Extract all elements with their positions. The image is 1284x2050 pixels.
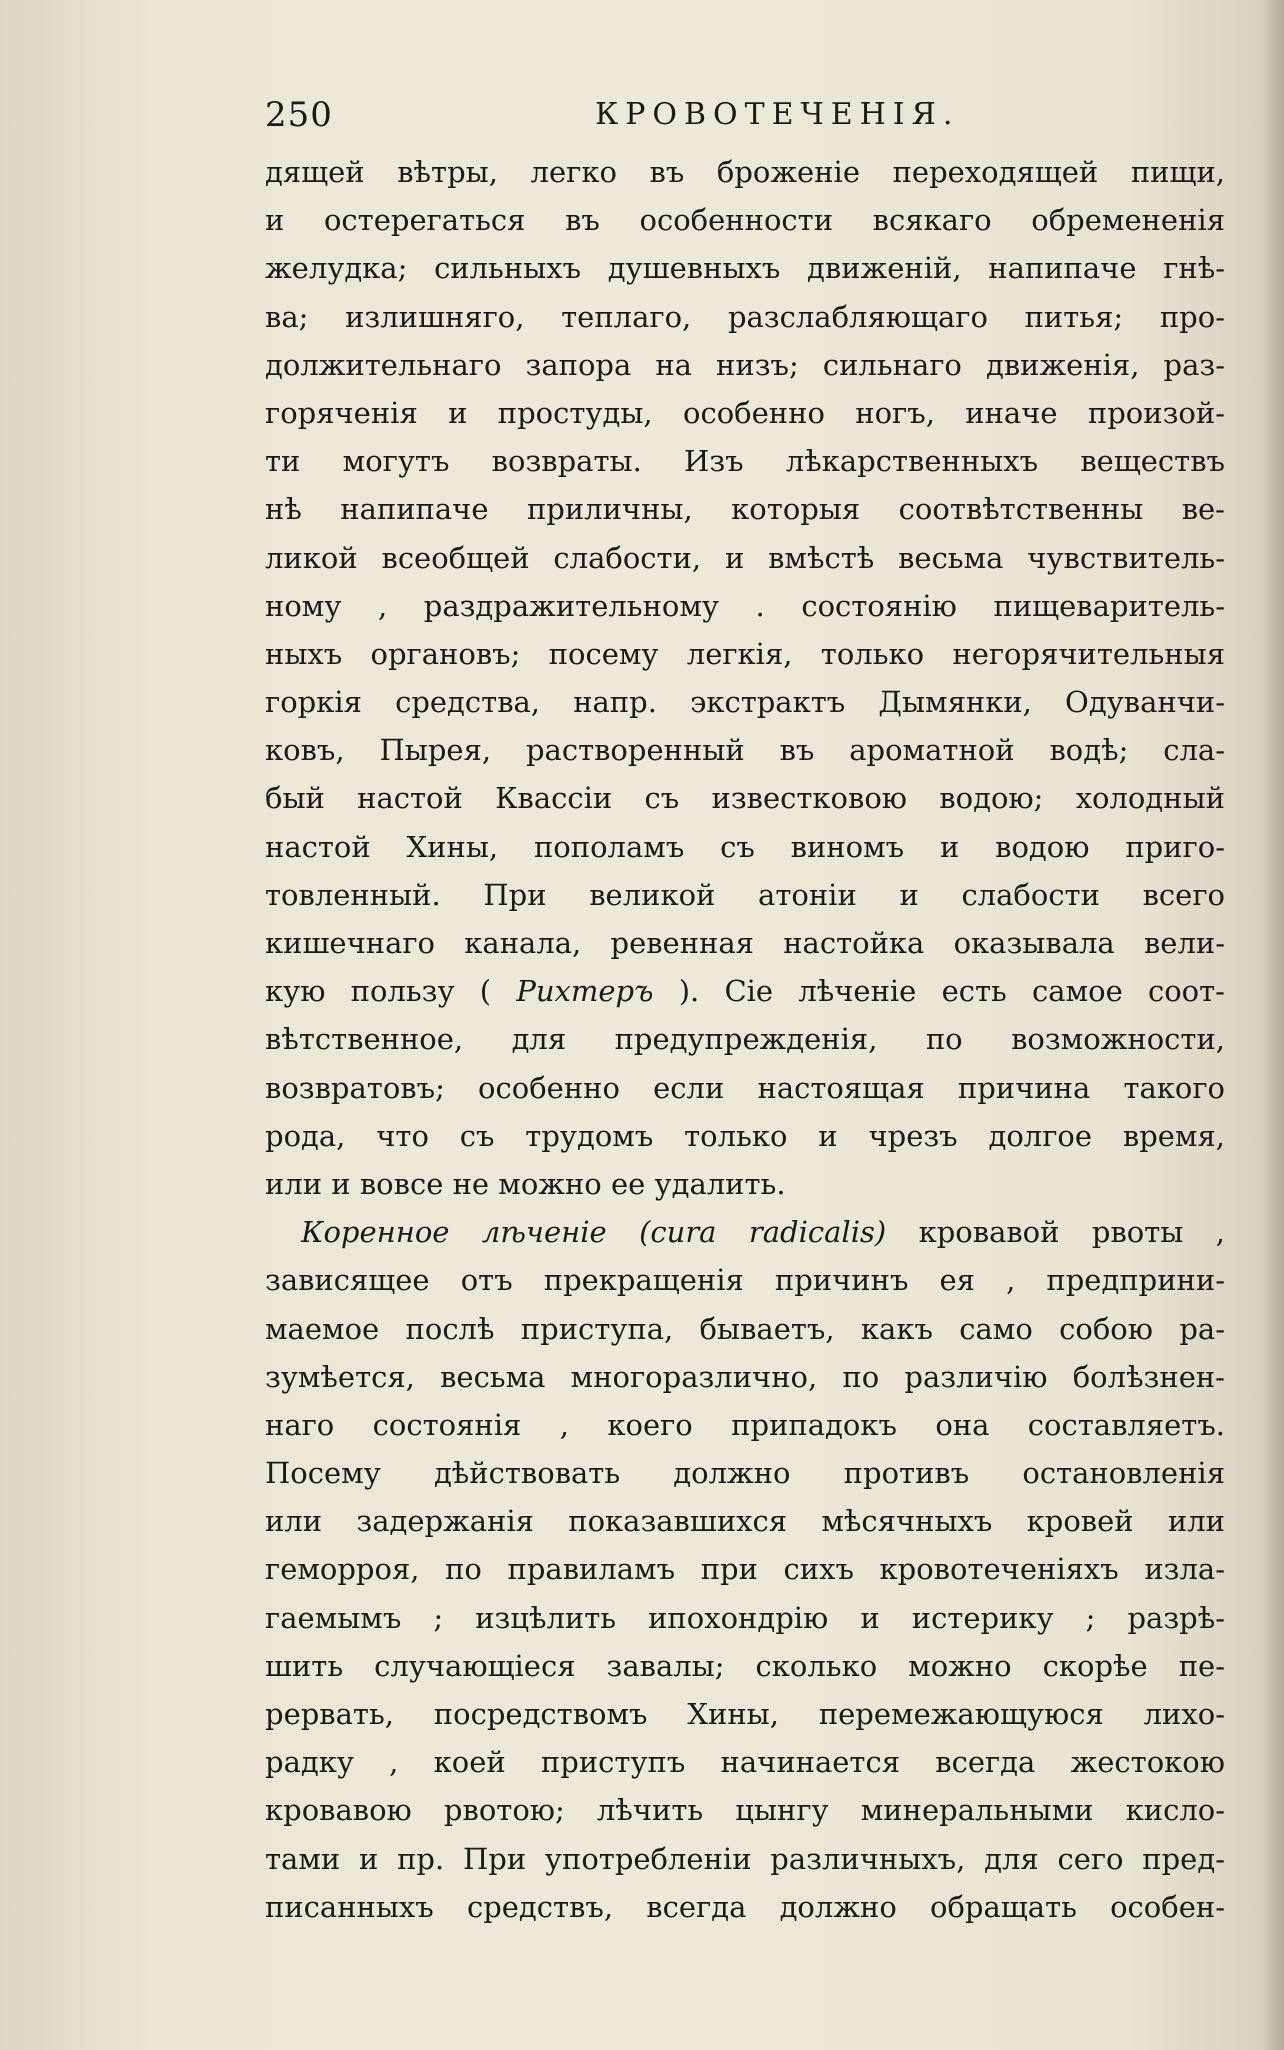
text-line (265, 1401, 1225, 1449)
line-text: или задержанія показавшихся мѣсячныхъ кровей или (265, 1504, 1225, 1539)
line-text: кровавой рвоты , (886, 1215, 1225, 1250)
italic-text: Коренное лѣченіе (cura radicalis) (301, 1215, 887, 1250)
text-line (265, 1642, 1225, 1690)
text-line (265, 389, 1225, 437)
line-text: гаемымъ ; изцѣлить ипохондрію и истерику ; разрѣ- (265, 1600, 1225, 1635)
text-line (265, 1835, 1225, 1883)
line-text: ти могутъ возвраты. Изъ лѣкарственныхъ веществъ (265, 444, 1225, 479)
text-line (265, 774, 1225, 822)
text-line (265, 196, 1225, 244)
text-line (265, 1545, 1225, 1593)
text-line (265, 1015, 1225, 1063)
text-line (265, 1883, 1225, 1931)
line-text: шить случающіеся завалы; сколько можно скорѣе пе- (265, 1648, 1225, 1683)
page-number: 250 (265, 95, 333, 135)
line-text: ныхъ органовъ; посему легкія, только негорячительныя (265, 636, 1225, 671)
line-text: радку , коей приступъ начинается всегда жестокою (265, 1745, 1225, 1780)
text-line (265, 1690, 1225, 1738)
text-line (265, 244, 1225, 292)
page-header (265, 95, 1165, 135)
line-text: нѣ напипаче приличны, которыя соотвѣтственны ве- (265, 492, 1225, 527)
text-line (265, 967, 1225, 1015)
line-text: тами и пр. При употребленіи различныхъ, для сего пред- (265, 1841, 1225, 1876)
text-line (265, 582, 1225, 630)
line-text: рода, что съ трудомъ только и чрезъ долгое время, (265, 1118, 1225, 1153)
line-text: бый настой Квассіи съ известковою водою; холодный (265, 781, 1225, 816)
text-line (265, 1160, 1225, 1208)
line-text: возвратовъ; особенно если настоящая причина такого (265, 1070, 1225, 1105)
text-line (265, 148, 1225, 196)
text-line (265, 1497, 1225, 1545)
text-line (265, 1594, 1225, 1642)
text-line (265, 678, 1225, 726)
line-text: вѣтственное, для предупрежденія, по возможности, (265, 1022, 1225, 1057)
line-text: геморроя, по правиламъ при сихъ кровотеченіяхъ изла- (265, 1552, 1225, 1587)
running-title: КРОВОТЕЧЕНІЯ. (595, 97, 960, 132)
line-text: Посему дѣйствовать должно противъ остановленія (265, 1456, 1225, 1491)
body-text (265, 148, 1225, 1931)
line-text: ва; излишняго, теплаго, разслабляющаго питья; про- (265, 299, 1225, 334)
text-line (265, 1064, 1225, 1112)
text-line (265, 726, 1225, 774)
page-edge-shadow (1260, 0, 1284, 2050)
line-text: кишечнаго канала, ревенная настойка оказывала вели- (265, 926, 1225, 960)
text-line (265, 1112, 1225, 1160)
line-text: маемое послѣ приступа, бываетъ, какъ само собою ра- (265, 1311, 1225, 1346)
line-text: ликой всеобщей слабости, и вмѣстѣ весьма чувствитель- (265, 540, 1225, 575)
line-text: товленный. При великой атоніи и слабости всего (265, 877, 1225, 912)
line-text: ному , раздражительному . состоянію пищеваритель- (265, 588, 1225, 623)
line-text: должительнаго запора на низъ; сильнаго движенія, раз- (265, 347, 1225, 382)
italic-text: Рихтеръ (516, 974, 654, 1009)
line-text: желудка; сильныхъ душевныхъ движеній, напипаче гнѣ- (265, 251, 1225, 286)
line-text: и остерегаться въ особенности всякаго обремененія (265, 203, 1225, 238)
text-line (265, 437, 1225, 485)
line-text: кую пользу ( (265, 974, 517, 1009)
text-line (265, 1738, 1225, 1786)
line-text: дящей вѣтры, легко въ броженіе переходящей пищи, (265, 155, 1225, 189)
line-text: зумѣется, весьма многоразлично, по различію болѣзнен- (265, 1359, 1225, 1394)
text-line (265, 1305, 1225, 1353)
line-text: кровавою рвотою; лѣчить цынгу минеральными кисло- (265, 1793, 1225, 1828)
line-text: ковъ, Пырея, растворенный въ ароматной водѣ; сла- (265, 733, 1225, 768)
line-text: горяченія и простуды, особенно ногъ, иначе произой- (265, 395, 1225, 430)
text-line (265, 823, 1225, 871)
text-line (265, 1256, 1225, 1304)
line-text: зависящее отъ прекращенія причинъ ея , предприни- (265, 1263, 1225, 1298)
line-text: рервать, посредствомъ Хины, перемежающуюся лихо- (265, 1697, 1225, 1731)
line-text: писанныхъ средствъ, всегда должно обращать особен- (265, 1889, 1225, 1924)
text-line (265, 1449, 1225, 1497)
text-line (265, 341, 1225, 389)
line-text: ). Сіе лѣченіе есть самое соот- (653, 974, 1225, 1009)
line-text: наго состоянія , коего припадокъ она составляетъ. (265, 1407, 1225, 1442)
text-line (265, 534, 1225, 582)
text-line (265, 1786, 1225, 1834)
text-line (265, 1208, 1225, 1256)
text-line (265, 630, 1225, 678)
text-line (265, 293, 1225, 341)
text-line (265, 1353, 1225, 1401)
line-text: горкія средства, напр. экстрактъ Дымянки, Одуванчи- (265, 685, 1225, 720)
text-line (265, 919, 1225, 967)
text-line (265, 871, 1225, 919)
line-text: настой Хины, пополамъ съ виномъ и водою приго- (265, 829, 1225, 864)
line-text: или и вовсе не можно ее удалить. (265, 1166, 786, 1201)
text-line (265, 485, 1225, 533)
